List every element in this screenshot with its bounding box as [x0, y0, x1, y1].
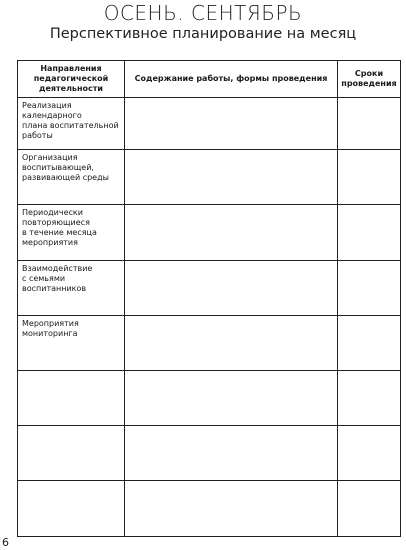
- column-header-directions: Направления педагогической деятельности: [18, 61, 125, 98]
- planning-table: [17, 60, 401, 537]
- dates-cell[interactable]: [338, 371, 401, 426]
- page-number: 6: [2, 536, 9, 549]
- direction-cell: [18, 261, 125, 316]
- page-subtitle: Перспективное планирование на месяц: [49, 26, 357, 42]
- direction-cell: [18, 316, 125, 371]
- direction-cell[interactable]: [18, 426, 125, 481]
- direction-label: Мероприятия мониторинга: [22, 319, 79, 338]
- column-header-content: Содержание работы, формы проведения: [125, 61, 338, 98]
- direction-cell: [18, 205, 125, 261]
- dates-cell[interactable]: [338, 426, 401, 481]
- direction-label: Периодически повторяющиеся в течение месяца мероприятия: [22, 208, 97, 247]
- direction-cell: [18, 98, 125, 150]
- direction-cell[interactable]: [18, 371, 125, 426]
- table-row: [18, 205, 401, 261]
- content-cell[interactable]: [125, 261, 338, 316]
- content-cell[interactable]: [125, 371, 338, 426]
- direction-label: Организация воспитывающей, развивающей среды: [22, 153, 109, 182]
- page-title: ОСЕНЬ. СЕНТЯБРЬ: [103, 1, 303, 25]
- table-header-row: [18, 61, 401, 98]
- dates-cell[interactable]: [338, 98, 401, 150]
- direction-cell[interactable]: [18, 481, 125, 537]
- table-row: [18, 426, 401, 481]
- content-cell[interactable]: [125, 150, 338, 205]
- table-row: [18, 98, 401, 150]
- direction-label: Взаимодействие с семьями воспитанников: [22, 264, 93, 293]
- table-row: [18, 150, 401, 205]
- column-header-dates: Сроки проведения: [338, 61, 401, 98]
- content-cell[interactable]: [125, 481, 338, 537]
- table-row: [18, 481, 401, 537]
- dates-cell[interactable]: [338, 261, 401, 316]
- dates-cell[interactable]: [338, 481, 401, 537]
- content-cell[interactable]: [125, 316, 338, 371]
- content-cell[interactable]: [125, 98, 338, 150]
- table-row: [18, 261, 401, 316]
- table-row: [18, 371, 401, 426]
- direction-label: Реализация календарного плана воспитательной работы: [22, 101, 119, 140]
- direction-cell: [18, 150, 125, 205]
- content-cell[interactable]: [125, 426, 338, 481]
- content-cell[interactable]: [125, 205, 338, 261]
- dates-cell[interactable]: [338, 150, 401, 205]
- table-row: [18, 316, 401, 371]
- dates-cell[interactable]: [338, 316, 401, 371]
- dates-cell[interactable]: [338, 205, 401, 261]
